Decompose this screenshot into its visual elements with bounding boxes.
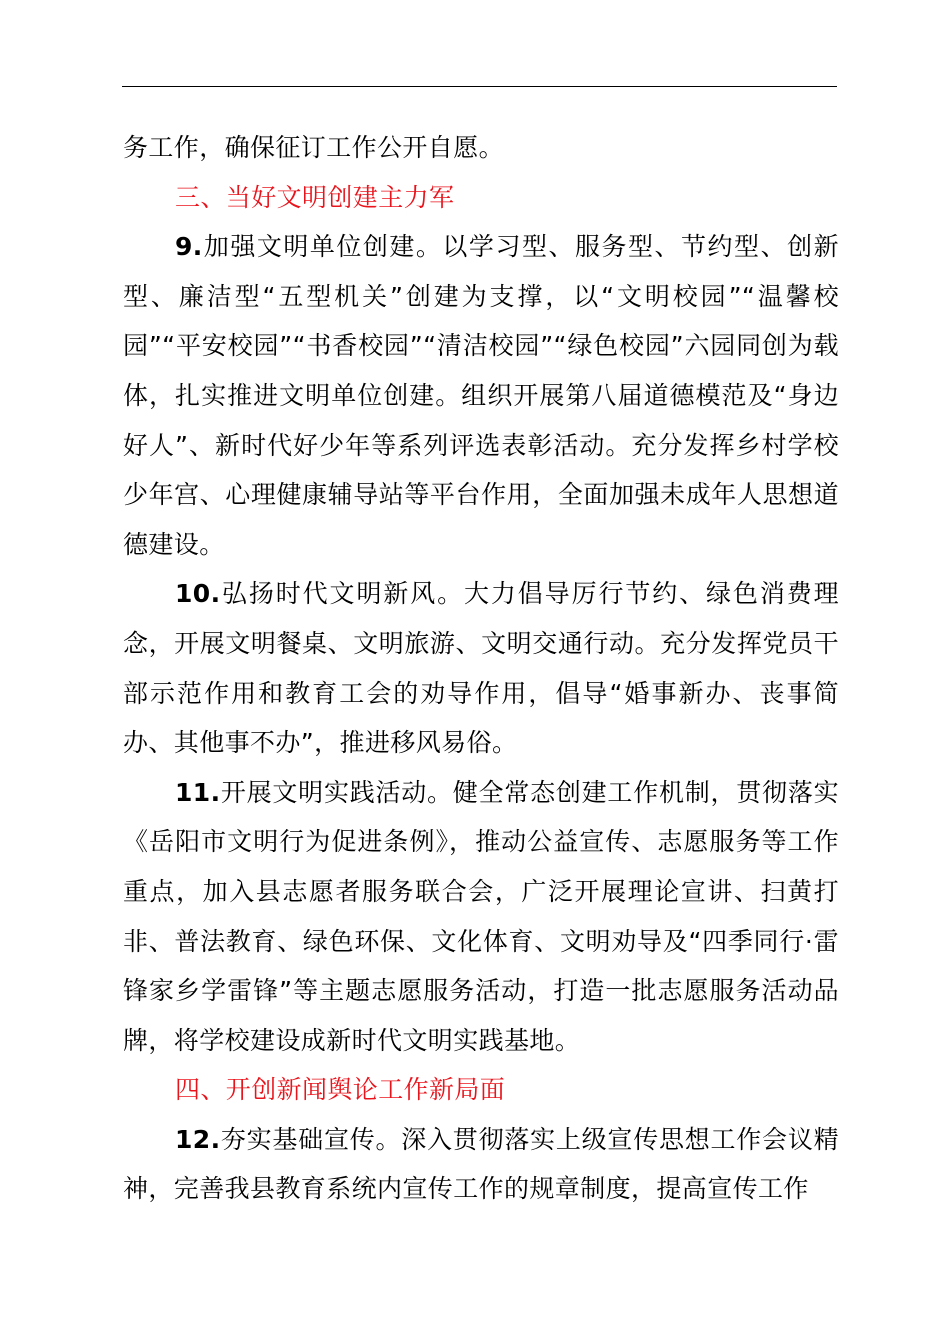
item-10-paragraph <box>123 569 839 767</box>
header-rule <box>122 86 837 87</box>
item-12-paragraph <box>123 1115 839 1214</box>
section-heading-3: 三、当好文明创建主力军 <box>175 182 455 212</box>
continuation-paragraph: 务工作，确保征订工作公开自愿。 <box>123 133 505 162</box>
item-10-number: 10. <box>175 579 221 609</box>
item-11-number: 11. <box>175 777 221 807</box>
document-body <box>123 123 839 1214</box>
item-12-number: 12. <box>175 1124 221 1154</box>
section-heading-4: 四、开创新闻舆论工作新局面 <box>175 1075 506 1105</box>
item-9-text: 加强文明单位创建。以学习型、服务型、节约型、创新型、廉洁型“五型机关”创建为支撑，以“文明校园”“温馨校园”“平安校园”“书香校园”“清洁校园”“绿色校园”六园同创为载体，扎实推进文明单位创建。组织开展第八届道德模范及“身边好人”、新时代好少年等系列评选表彰活动。充分发挥乡村学校少年宫、心理健康辅导站等平台作用，全面加强未成年人思想道德建设。 <box>123 232 839 559</box>
item-11-text: 开展文明实践活动。健全常态创建工作机制，贯彻落实《岳阳市文明行为促进条例》，推动公益宣传、志愿服务等工作重点，加入县志愿者服务联合会，广泛开展理论宣讲、扫黄打非、普法教育、绿色环保、文化体育、文明劝导及“四季同行·雷锋家乡学雷锋”等主题志愿服务活动，打造一批志愿服务活动品牌，将学校建设成新时代文明实践基地。 <box>123 777 839 1055</box>
item-11-paragraph <box>123 768 839 1066</box>
item-9-number: 9. <box>175 232 203 262</box>
item-9-paragraph <box>123 222 839 569</box>
item-12-text: 夯实基础宣传。深入贯彻落实上级宣传思想工作会议精神，完善我县教育系统内宣传工作的规章制度，提高宣传工作 <box>123 1124 839 1204</box>
item-10-text: 弘扬时代文明新风。大力倡导厉行节约、绿色消费理念，开展文明餐桌、文明旅游、文明交通行动。充分发挥党员干部示范作用和教育工会的劝导作用，倡导“婚事新办、丧事简办、其他事不办”，推进移风易俗。 <box>123 579 839 758</box>
